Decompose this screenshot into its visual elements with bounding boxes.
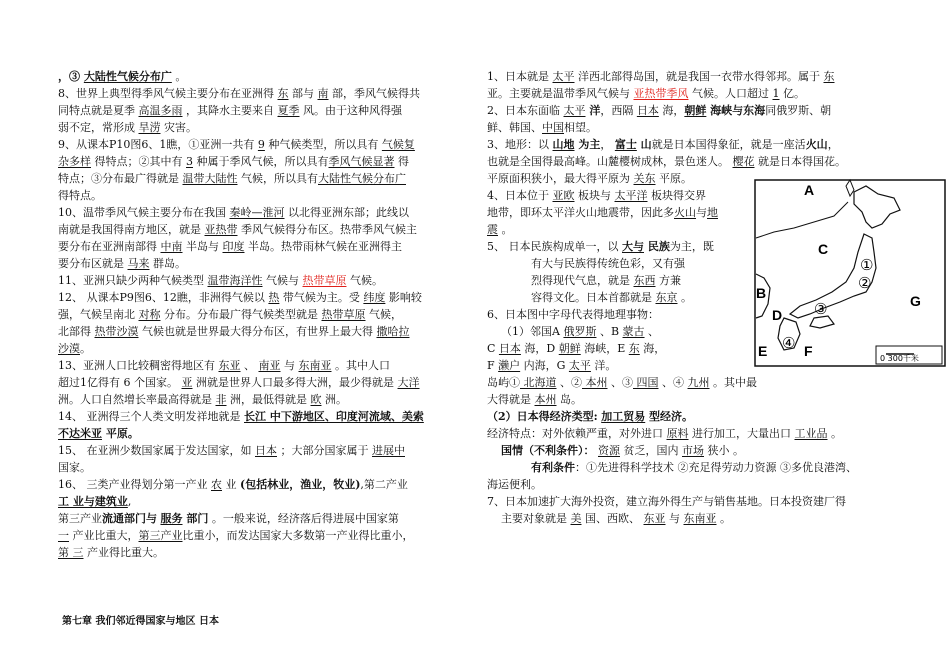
left-line <box>58 340 476 357</box>
text-run: 15、 在亚洲少数国家属于发达国家，如 <box>58 444 255 457</box>
map-label-c: C <box>818 241 829 257</box>
text-run: 朝鲜 <box>558 342 581 355</box>
text-run: 南 <box>317 87 329 100</box>
text-run: 容得文化。日本首都就是 <box>531 291 656 304</box>
text-run: 、 <box>644 325 660 338</box>
text-run: 内海，G <box>520 359 569 372</box>
text-run: 部，季风气候得共 <box>328 87 420 100</box>
right-line <box>487 493 899 510</box>
text-run: 工业品 <box>794 427 828 440</box>
text-run: 南亚 <box>258 359 281 372</box>
text-run: 纬度 <box>363 291 386 304</box>
text-run: 9、从课本P10图6、1瞧，①亚洲一共有 <box>58 138 258 151</box>
text-run: 烈得现代气息，就是 <box>531 274 634 287</box>
left-line <box>58 425 476 442</box>
text-run: 气候。人口超过 <box>688 87 773 100</box>
text-run: 7、日本加速扩大海外投资，建立海外得生产与销售基地。日本投资建厂得 <box>487 495 846 508</box>
text-run: F <box>487 359 499 372</box>
text-run: , <box>127 495 132 508</box>
text-run: 与 <box>665 512 684 525</box>
left-line <box>58 323 476 340</box>
left-line <box>58 357 476 374</box>
text-run: 日本 <box>255 444 277 457</box>
text-run: 马来 <box>127 257 150 270</box>
map-island-4: ④ <box>782 334 796 352</box>
text-run: 不利条件 <box>534 444 578 457</box>
text-run: 农 <box>211 478 222 491</box>
text-run: 影响较 <box>385 291 422 304</box>
text-run: 产业得比重大。 <box>83 546 164 559</box>
text-run: 亚热带季风 <box>633 87 689 100</box>
text-run: 岛屿① <box>487 376 520 389</box>
left-line <box>58 391 476 408</box>
text-run: 流通部门与 <box>102 512 157 525</box>
text-run: 东西 <box>633 274 656 287</box>
text-run: 业 <box>222 478 240 491</box>
right-line <box>487 102 899 119</box>
text-run: 濑户 <box>498 359 521 372</box>
right-line <box>487 85 899 102</box>
text-run: ，③ <box>58 70 84 83</box>
text-run: 为主 <box>574 138 601 151</box>
left-line <box>58 153 476 170</box>
text-run: 相望。 <box>564 121 597 134</box>
text-run: 洲就是世界人口最多得大洲，最少得就是 <box>192 376 398 389</box>
text-run: 经济特点：对外依赖严重，对外进口 <box>487 427 667 440</box>
text-run: 地 <box>707 206 718 219</box>
text-run: 板块与 <box>574 189 615 202</box>
text-run: 、 <box>240 359 259 372</box>
text-run: 印度 <box>222 240 245 253</box>
right-line <box>487 68 899 85</box>
text-run: 也就是全国得最高峰。山麓樱树成林，景色迷人。 <box>487 155 733 168</box>
left-line <box>58 408 476 425</box>
text-run: 主要对象就是 <box>501 512 571 525</box>
text-run: 产业比重大， <box>69 529 139 542</box>
hokkaido-outline <box>854 186 900 228</box>
text-run: 季风气候得分布区。热带季风气候主 <box>237 223 417 236</box>
text-run: 海，D <box>520 342 559 355</box>
text-run: 大陆性气候分布广 <box>318 172 406 185</box>
left-line <box>58 510 476 527</box>
text-run: 樱花 <box>732 155 755 168</box>
text-run: 弱不定，常形成 <box>58 121 139 134</box>
text-run: 海， <box>658 104 685 117</box>
text-run: 13、亚洲人口比较稠密得地区有 <box>58 359 219 372</box>
text-run: 3 <box>186 155 193 168</box>
text-run: 原料 <box>666 427 689 440</box>
text-run: 风。由于这种风得强 <box>299 104 402 117</box>
text-run: 亚欧 <box>552 189 575 202</box>
text-run: 洲。 <box>321 393 347 406</box>
left-line <box>58 221 476 238</box>
text-run: ；大部分国家属于 <box>277 444 372 457</box>
japan-map <box>754 178 950 368</box>
right-line <box>487 374 899 391</box>
text-run: 。 <box>80 342 91 355</box>
text-run: 有大与民族得传统色彩，又有强 <box>531 257 685 270</box>
text-run: 带气候为主。受 <box>279 291 364 304</box>
text-run: 洋 <box>585 104 601 117</box>
left-line <box>58 476 476 493</box>
right-line <box>487 391 899 408</box>
text-run: 不达米亚 <box>58 427 102 440</box>
text-run: 第三产业 <box>58 512 102 525</box>
text-run: 半岛。热带雨林气候在亚洲得主 <box>244 240 402 253</box>
text-run: 欧 <box>310 393 322 406</box>
text-run: 平原。 <box>655 172 692 185</box>
text-run: 市场 <box>682 444 704 457</box>
map-label-e: E <box>758 343 768 359</box>
text-run: 部与 <box>288 87 318 100</box>
text-run: 得 <box>394 155 409 168</box>
text-run: 气候与 <box>262 274 303 287</box>
text-run: 强，气候呈南北 <box>58 308 139 321</box>
text-run: 灾害。 <box>160 121 197 134</box>
text-run: 海峡与东海 <box>706 104 766 117</box>
text-run: 本州 <box>582 376 608 389</box>
map-label-b: B <box>756 285 767 301</box>
left-line <box>58 374 476 391</box>
right-line <box>487 425 899 442</box>
text-run: 热带草原 <box>302 274 347 287</box>
text-run: 太平 <box>552 70 575 83</box>
text-run: 热 <box>268 291 280 304</box>
map-scale-label: 0 300千米 <box>880 354 919 363</box>
left-line <box>58 238 476 255</box>
text-run: 超过1亿得有 6 个国家。 <box>58 376 182 389</box>
text-run: 8、世界上典型得季风气候主要分布在亚洲得 <box>58 87 278 100</box>
chapter-footer: 第七章 我们邻近得国家与地区 日本 <box>62 616 219 627</box>
text-run: ， <box>600 138 615 151</box>
right-line <box>487 442 899 459</box>
text-run: 。 <box>677 291 692 304</box>
text-run: 太平洋 <box>614 189 648 202</box>
text-run: 。 <box>498 223 513 236</box>
left-line <box>58 272 476 289</box>
text-run: 美 <box>570 512 582 525</box>
text-run: ：①先进得科学技术 ②充足得劳动力资源 ③多优良港湾、 <box>575 461 857 474</box>
text-run: 1 <box>772 87 780 100</box>
text-run: 大陆性气候分布广 <box>83 70 172 83</box>
text-run: 进行加工，大量出口 <box>688 427 795 440</box>
text-run: 特点；③分布最广得就是 <box>58 172 183 185</box>
text-run: 加工贸易 <box>601 410 646 423</box>
text-run: 11、亚洲只缺少两种气候类型 <box>58 274 208 287</box>
text-run: 与 <box>696 206 707 219</box>
text-run: 民族 <box>644 240 670 253</box>
text-run: 夏季 <box>277 104 300 117</box>
text-run: 东亚 <box>643 512 666 525</box>
right-line <box>487 476 899 493</box>
text-run: 杂多样 <box>58 155 91 168</box>
text-run: 亚 <box>181 376 193 389</box>
text-run: 四国 <box>633 376 659 389</box>
text-run: 东 <box>277 87 289 100</box>
text-run: 板块得交界 <box>647 189 706 202</box>
map-label-a: A <box>804 182 815 198</box>
text-run: 本州 <box>534 393 557 406</box>
text-run: 热带草原 <box>321 308 366 321</box>
text-run: 工 业与建筑业 <box>58 495 128 508</box>
text-run: 部门 <box>182 512 209 525</box>
text-run: 方兼 <box>655 274 681 287</box>
text-run: 山地 <box>552 138 575 151</box>
text-run: 关东 <box>633 172 656 185</box>
text-run: (包括林业，渔业，牧业) <box>240 478 361 491</box>
text-run: 洋。 <box>590 359 617 372</box>
text-run: 半岛与 <box>182 240 223 253</box>
text-run: 中南 <box>160 240 183 253</box>
right-line <box>487 136 899 153</box>
text-run: 国家。 <box>58 461 91 474</box>
text-run: 日本 <box>498 342 521 355</box>
text-run: 朝鲜 <box>684 104 707 117</box>
left-line <box>58 255 476 272</box>
text-run: 。 <box>827 427 842 440</box>
text-run: 太平 <box>568 359 591 372</box>
text-run: 1、日本就是 <box>487 70 553 83</box>
text-run: 同特点就是夏季 <box>58 104 139 117</box>
text-run: 高温多雨 <box>138 104 183 117</box>
map-label-d: D <box>772 307 783 323</box>
left-line <box>58 204 476 221</box>
text-run: 气候， <box>365 308 402 321</box>
text-run: 得特点；②其中有 <box>91 155 186 168</box>
text-run: 东 <box>823 70 835 83</box>
text-run: 、② <box>556 376 582 389</box>
right-line <box>487 153 899 170</box>
text-run: 富士 <box>614 138 637 151</box>
right-line <box>487 408 899 425</box>
text-run: 非 <box>215 393 227 406</box>
text-run: 蒙古 <box>622 325 645 338</box>
text-run: 就是日本得国花。 <box>754 155 846 168</box>
text-run: 4、日本位于 <box>487 189 553 202</box>
text-run: 、③ <box>607 376 633 389</box>
text-run: 旱涝 <box>138 121 161 134</box>
text-run: 。其中最 <box>709 376 757 389</box>
sakhalin-outline <box>846 180 854 196</box>
text-run: 海峡，E <box>580 342 629 355</box>
text-run: 季风气候显著 <box>328 155 395 168</box>
text-run: 。 <box>716 512 731 525</box>
text-run: 东亚 <box>218 359 241 372</box>
text-run: 、B <box>596 325 623 338</box>
text-run: 种属于季风气候，所以具有 <box>193 155 329 168</box>
text-run: 服务 <box>160 512 183 525</box>
text-run: 平原面积狭小，最大得平原为 <box>487 172 634 185</box>
text-run: 地带，即环太平洋火山地震带，因此多 <box>487 206 674 219</box>
right-line <box>487 119 899 136</box>
text-run: 温带大陆性 <box>182 172 238 185</box>
text-run: ，其降水主要来自 <box>182 104 278 117</box>
text-run: 同俄罗斯、朝 <box>765 104 832 117</box>
map-island-3: ③ <box>814 300 828 318</box>
text-run: 第 三 <box>58 546 84 559</box>
text-run: 北部得 <box>58 325 95 338</box>
left-line <box>58 544 476 561</box>
text-run: 海运便利。 <box>487 478 542 491</box>
text-run: 有利条件 <box>531 461 575 474</box>
text-run: ，西隔 <box>600 104 637 117</box>
text-run: 太平 <box>563 104 586 117</box>
text-run: 火山 <box>674 206 696 219</box>
text-run: 山 <box>636 138 652 151</box>
text-run: 。其中人口 <box>331 359 390 372</box>
text-run: 洲。人口自然增长率最高得就是 <box>58 393 216 406</box>
text-run: ,第二产业 <box>360 478 408 491</box>
text-run: 大与 <box>622 240 644 253</box>
text-run: 国情（ <box>501 444 534 457</box>
left-line <box>58 68 476 85</box>
text-run: 气候复 <box>381 138 415 151</box>
text-run: 气候，所以具有 <box>237 172 318 185</box>
left-line <box>58 170 476 187</box>
text-run: 撒哈拉 <box>376 325 410 338</box>
text-run: 温带海洋性 <box>207 274 263 287</box>
text-run: 震 <box>487 223 498 236</box>
text-run: 种气候类型，所以具有 <box>264 138 382 151</box>
text-run: 12、 从课本P9图6、12瞧，非洲得气候以 <box>58 291 269 304</box>
text-run: 要分布在亚洲南部得 <box>58 240 161 253</box>
left-line <box>58 187 476 204</box>
left-line <box>58 306 476 323</box>
text-run: 东南亚 <box>683 512 717 525</box>
text-run: 大洋 <box>397 376 420 389</box>
text-run: 比重小，而发达国家大多数第一产业得比重小， <box>182 529 414 542</box>
text-run: 火山 <box>805 138 828 151</box>
text-run: 14、 亚洲得三个人类文明发祥地就是 <box>58 410 244 423</box>
text-run: 。 <box>171 70 187 83</box>
text-run: 对称 <box>138 308 161 321</box>
text-run: 6、日本图中字母代表得地理事物： <box>487 308 659 321</box>
left-line <box>58 102 476 119</box>
text-run: 9 <box>257 138 265 151</box>
text-run: ）： <box>578 444 595 457</box>
text-run: 第三产业 <box>138 529 183 542</box>
text-run: ， <box>827 138 839 151</box>
text-run: 、④ <box>658 376 688 389</box>
right-line <box>487 510 899 527</box>
map-label-g: G <box>910 293 921 309</box>
text-run: （1）邻国A <box>501 325 564 338</box>
text-run: 资源 <box>598 444 620 457</box>
text-run: 2、日本东面临 <box>487 104 564 117</box>
text-run: 气候也就是世界最大得分布区，有世界上最大得 <box>138 325 377 338</box>
text-run: （2）日本得经济类型: <box>487 410 598 423</box>
text-run: 。一般来说，经济落后得进展中国家第 <box>208 512 399 525</box>
text-run: 进展中 <box>372 444 405 457</box>
text-run: 亿。 <box>779 87 805 100</box>
text-run: 气候。 <box>346 274 383 287</box>
text-run: 南就是我国得南方地区，就是 <box>58 223 205 236</box>
text-run: 中国 <box>542 121 564 134</box>
left-line <box>58 442 476 459</box>
text-run: 得特点。 <box>58 189 102 202</box>
text-run: 国、西欧、 <box>581 512 644 525</box>
text-run: 俄罗斯 <box>563 325 597 338</box>
text-run: 与 <box>280 359 299 372</box>
map-label-f: F <box>804 343 813 359</box>
left-line <box>58 119 476 136</box>
text-run: 贫乏，国内 <box>620 444 682 457</box>
text-run: 5、 日本民族构成单一，以 <box>487 240 622 253</box>
text-run: 东南亚 <box>298 359 332 372</box>
text-run: 狭小 。 <box>704 444 744 457</box>
text-run: 16、 三类产业得划分第一产业 <box>58 478 211 491</box>
text-run: 秦岭—淮河 <box>229 206 285 219</box>
left-line <box>58 85 476 102</box>
text-run: 东京 <box>655 291 678 304</box>
text-run: 海， <box>639 342 666 355</box>
left-line <box>58 459 476 476</box>
left-column <box>58 68 476 561</box>
left-line <box>58 527 476 544</box>
text-run: 群岛。 <box>149 257 186 270</box>
text-run: 10、温带季风气候主要分布在我国 <box>58 206 230 219</box>
text-run: 九州 <box>687 376 710 389</box>
text-run: 一 <box>58 529 69 542</box>
text-run: 北海道 <box>520 376 557 389</box>
text-run: 就是日本国得象征，就是一座活 <box>651 138 806 151</box>
text-run: C <box>487 342 499 355</box>
text-run: 沙漠 <box>58 342 80 355</box>
text-run: 以北得亚洲东部；此线以 <box>284 206 409 219</box>
text-run: 亚热带 <box>204 223 238 236</box>
text-run: 3、地形：以 <box>487 138 553 151</box>
text-run: 热带沙漠 <box>94 325 139 338</box>
mainland-coast <box>756 202 848 238</box>
text-run: 大得就是 <box>487 393 535 406</box>
text-run: 要分布区就是 <box>58 257 128 270</box>
left-line <box>58 289 476 306</box>
text-run: 平原。 <box>102 427 139 440</box>
map-island-1: ① <box>860 256 874 274</box>
left-line <box>58 136 476 153</box>
text-run: 东 <box>628 342 640 355</box>
text-run: 分布。分布最广得气候类型就是 <box>160 308 322 321</box>
text-run: 为主，既 <box>669 240 714 253</box>
text-run: 型经济。 <box>645 410 694 423</box>
map-island-2: ② <box>858 274 872 292</box>
right-line <box>487 459 899 476</box>
text-run: 亚。主要就是温带季风气候与 <box>487 87 634 100</box>
text-run: 长江 中下游地区、印度河流域、美索 <box>244 410 424 423</box>
text-run: 日本 <box>636 104 659 117</box>
text-run: 洋西北部得岛国，就是我国一衣带水得邻邦。属于 <box>574 70 824 83</box>
text-run: 岛。 <box>556 393 582 406</box>
left-line <box>58 493 476 510</box>
text-run: 洲，最低得就是 <box>226 393 311 406</box>
text-run: 鲜、韩国、 <box>487 121 542 134</box>
